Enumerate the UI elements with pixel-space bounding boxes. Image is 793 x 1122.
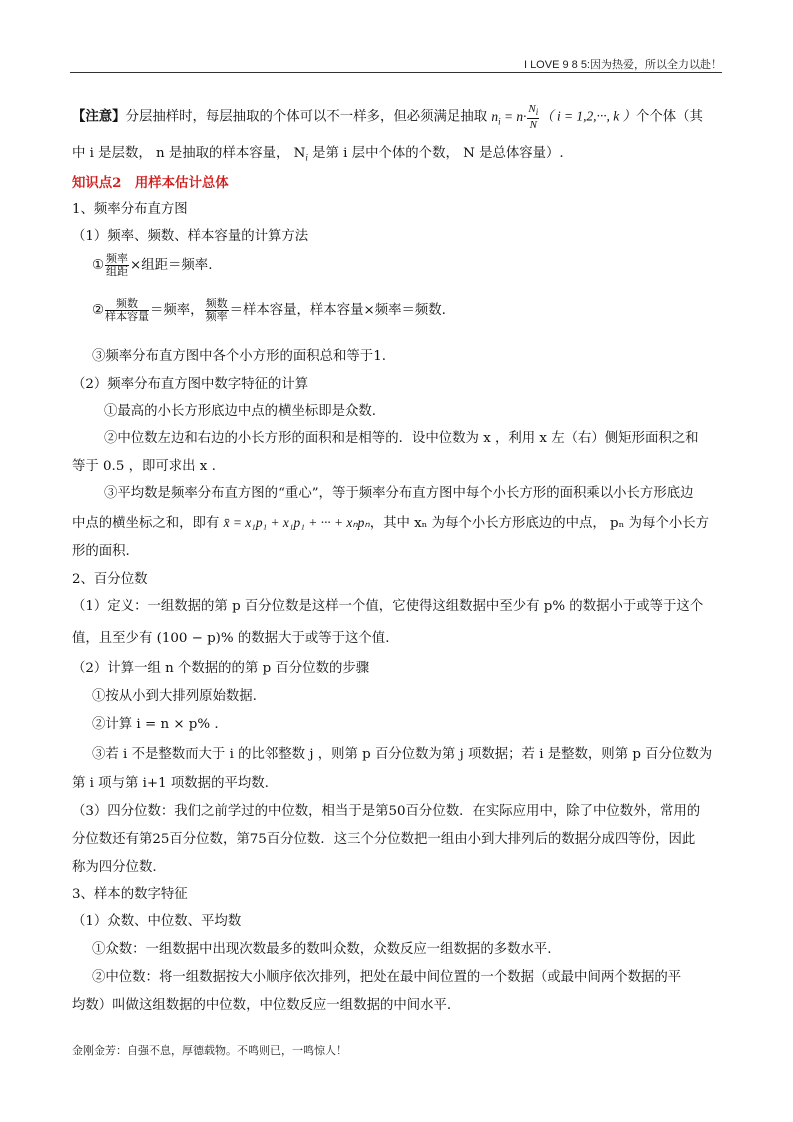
formula-range: （ i = 1,2,···, k ） — [540, 108, 636, 124]
s1-formula-3: ③频率分布直方图中各个小方形的面积总和等于1. — [92, 349, 386, 364]
s2-quartile-a: （3）四分位数：我们之前学过的中位数，相当于是第50百分位数．在实际应用中，除了中位数外，常用的 — [72, 804, 701, 819]
s1-calc-3a: ③平均数是频率分布直方图的“重心”，等于频率分布直方图中每个小长方形的面积乘以小长方形底边 — [104, 486, 694, 501]
formula-fraction: $\frac{N_i}{N}$ — [528, 103, 539, 132]
page-header: I LOVE 9 8 5:因为热爱，所以全力以赴！ — [523, 59, 722, 71]
s1-calc-1: ①最高的小长方形底边中点的横坐标即是众数. — [104, 404, 377, 419]
header-divider — [70, 72, 722, 73]
s1-calc-3b: 中点的横坐标之和，即有 x̄ = x₁p₁ + x₁p₁ + ··· + xₙpₙ，其中 xₙ 为每个小长方形底边的中点， pₙ 为每个小长方 — [72, 515, 710, 531]
s1-formula-1: ① $\frac{\text{频率}}{\text{组距}}$ ×组距＝频率. — [92, 252, 213, 278]
s3-median-a: ②中位数：将一组数据按大小顺序依次排列，把处在最中间位置的一个数据（或最中间两个数据的平 — [92, 970, 682, 985]
s3-sub1: （1）众数、中位数、平均数 — [72, 914, 242, 929]
page-footer: 金刚金芳：自强不息，厚德载物。不鸣则已，一鸣惊人！ — [72, 1044, 347, 1057]
s2-quartile-b: 分位数还有第25百分位数，第75百分位数．这三个分位数把一组由小到大排列后的数据分成四等份，因此 — [72, 832, 696, 847]
note-line-2: 中 i 是层数， n 是抽取的样本容量， $N_i$ 是第 i 层中个体的个数， N 是总体容量）. — [72, 146, 564, 163]
s2-step-3b: 第 i 项与第 i+1 项数据的平均数. — [72, 776, 269, 791]
s1-formula-2: ② $\frac{\text{频数}}{\text{样本容量}}$ ＝频率， $\frac{\text{频数}}{\text{频率}}$ ＝样本容量，样本容量×频率＝频数. — [92, 297, 446, 323]
s2-step-3a: ③若 i 不是整数而大于 i 的比邻整数 j ，则第 p 百分位数为第 j 项数据；若 i 是整数，则第 p 百分位数为 — [92, 747, 713, 762]
s2-step-1: ①按从小到大排列原始数据. — [92, 689, 257, 704]
s1-sub1: （1）频率、频数、样本容量的计算方法 — [72, 229, 309, 244]
s2-def-b: 值，且至少有 (100 − p)% 的数据大于或等于这个值. — [72, 631, 390, 646]
s1-calc-2a: ②中位数左边和右边的小长方形的面积和是相等的．设中位数为 x ，利用 x 左（右）侧矩形面积之和 — [104, 431, 699, 446]
note-text-b: 个个体（其 — [635, 109, 703, 125]
s2-step-2: ②计算 i = n × p% . — [92, 717, 219, 732]
s2-def-a: （1）定义：一组数据的第 p 百分位数是这样一个值，它使得这组数据中至少有 p% 的数据小于或等于这个 — [72, 599, 704, 614]
s1-sub2: （2）频率分布直方图中数字特征的计算 — [72, 377, 309, 392]
s3-title: 3、样本的数字特征 — [72, 887, 188, 902]
s2-title: 2、百分位数 — [72, 572, 148, 587]
s3-median-b: 均数）叫做这组数据的中位数，中位数反应一组数据的中间水平. — [72, 998, 452, 1013]
formula-ni: $n_i = n\cdot$ — [491, 108, 527, 127]
s3-mode: ①众数：一组数据中出现次数最多的数叫众数，众数反应一组数据的多数水平. — [92, 942, 552, 957]
s2-quartile-c: 称为四分位数. — [72, 860, 157, 875]
section-title-kp2: 知识点2 用样本估计总体 — [72, 175, 229, 191]
mean-formula: x̄ = x₁p₁ + x₁p₁ + ··· + xₙpₙ — [223, 515, 370, 530]
note-line-1 — [72, 103, 703, 131]
note-text-a: 分层抽样时，每层抽取的个体可以不一样多，但必须满足抽取 — [125, 109, 488, 125]
s1-title: 1、频率分布直方图 — [72, 202, 188, 217]
s1-calc-3c: 形的面积. — [72, 544, 130, 559]
s1-calc-2b: 等于 0.5 ，即可求出 x . — [72, 459, 216, 474]
note-tag: 【注意】 — [72, 108, 126, 125]
s2-steps: （2）计算一组 n 个数据的的第 p 百分位数的步骤 — [72, 661, 370, 676]
